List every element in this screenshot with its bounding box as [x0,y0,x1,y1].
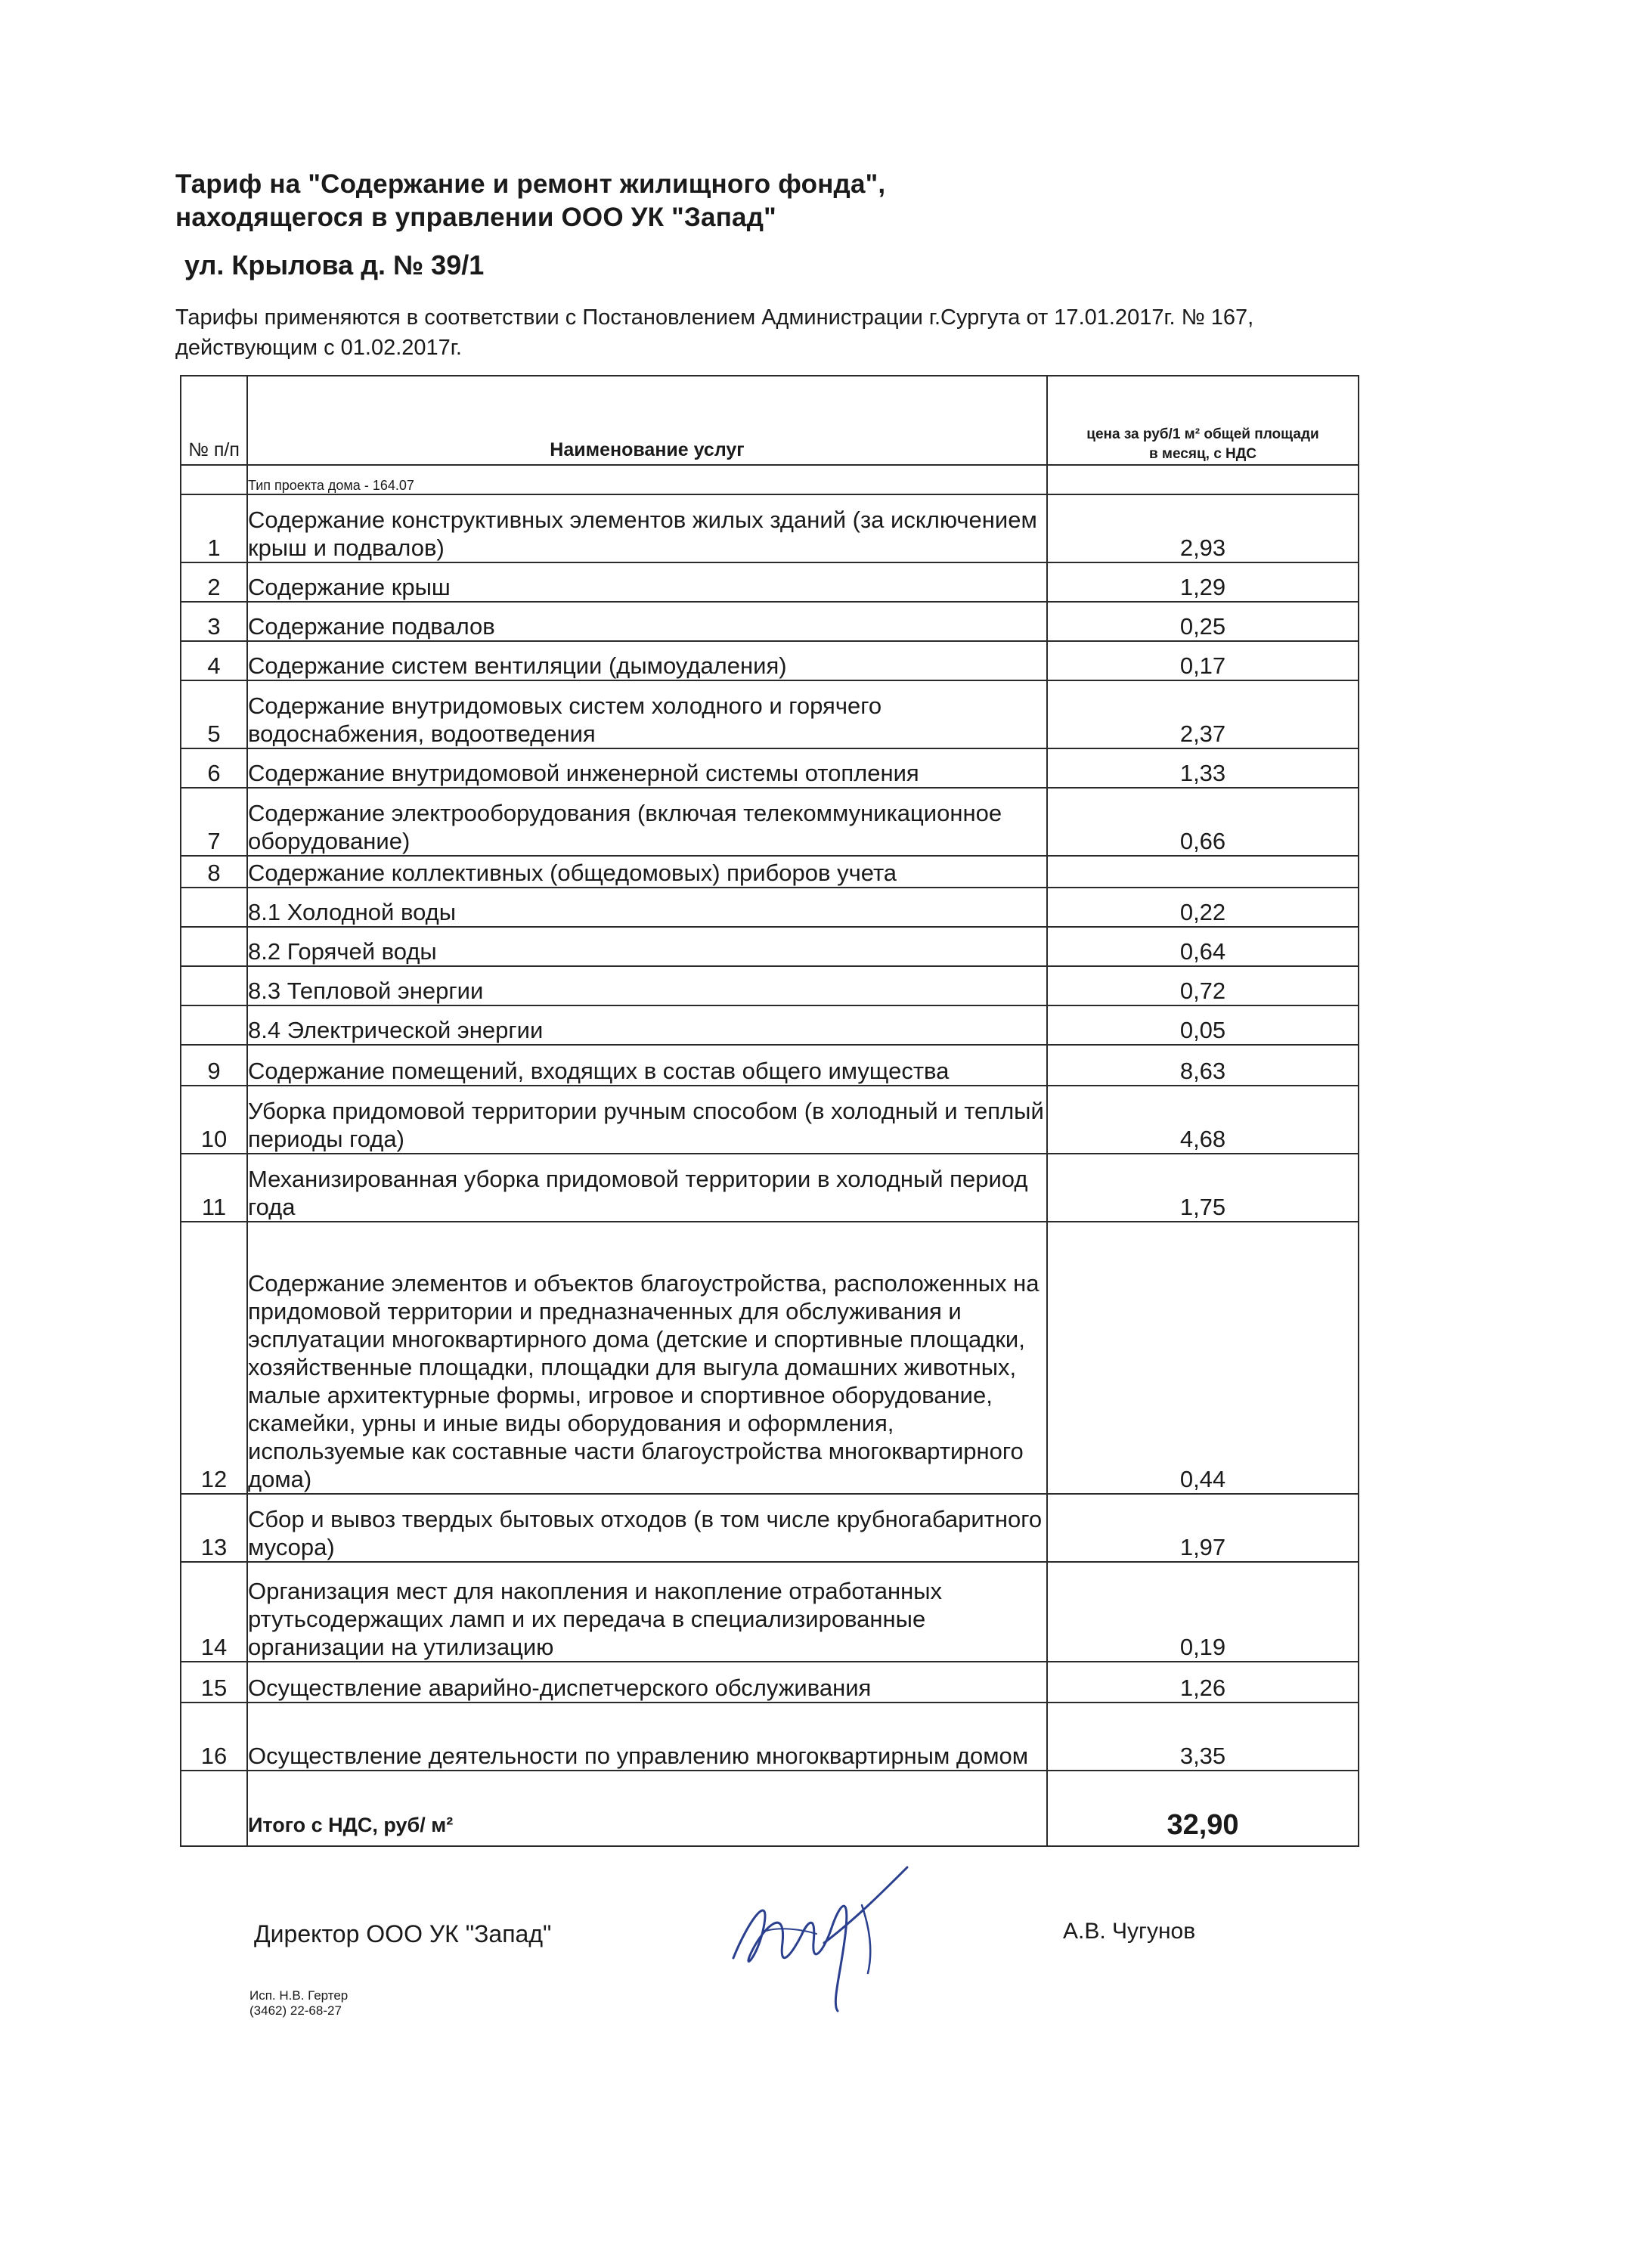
table-row [181,1154,1359,1222]
row-price: 1,29 [1047,562,1359,602]
row-num: 16 [181,1703,247,1771]
row-num: 5 [181,680,247,748]
row-num [181,966,247,1005]
row-service-name: Содержание внутридомовых систем холодного и горячего водоснабжения, водоотведения [247,680,1047,748]
row-price: 8,63 [1047,1045,1359,1086]
total-row [181,1771,1359,1846]
table-row [181,856,1359,888]
row-price [1047,856,1359,888]
row-service-name: Осуществление деятельности по управлению многоквартирным домом [247,1703,1047,1771]
row-service-name: Содержание электрооборудования (включая телекоммуникационное оборудование) [247,788,1047,856]
row-num: 8 [181,856,247,888]
header-num: № п/п [181,376,247,465]
table-row [181,788,1359,856]
signer-name: А.В. Чугунов [1063,1919,1196,1944]
row-num [181,927,247,966]
row-num: 15 [181,1662,247,1703]
total-label: Итого с НДС, руб/ м² [247,1771,1047,1846]
row-num: 14 [181,1562,247,1662]
row-service-name: Содержание внутридомовой инженерной системы отопления [247,748,1047,788]
note-line-2: действующим с 01.02.2017г. [175,336,462,360]
row-price: 4,68 [1047,1086,1359,1154]
table-row [181,602,1359,641]
row-num [181,1005,247,1045]
tariff-table [180,375,1359,1847]
row-service-name: Содержание коллективных (общедомовых) приборов учета [247,856,1047,888]
table-row [181,966,1359,1005]
row-num: 1 [181,494,247,562]
row-service-name: 8.3 Тепловой энергии [247,966,1047,1005]
header-name: Наименование услуг [247,376,1047,465]
table-row [181,1494,1359,1562]
executor-phone: (3462) 22-68-27 [249,2003,342,2018]
row-price: 0,64 [1047,927,1359,966]
row-num: 13 [181,1494,247,1562]
table-row [181,1222,1359,1494]
table-row [181,680,1359,748]
row-num: 12 [181,1222,247,1494]
table-row [181,1703,1359,1771]
project-type-row [181,465,1359,494]
row-price: 0,22 [1047,888,1359,927]
executor-name: Исп. Н.В. Гертер [249,1988,349,2003]
row-service-name: Содержание подвалов [247,602,1047,641]
row-service-name: Уборка придомовой территории ручным способом (в холодный и теплый периоды года) [247,1086,1047,1154]
document-title [175,168,885,234]
project-type: Тип проекта дома - 164.07 [247,465,1047,494]
row-price: 1,75 [1047,1154,1359,1222]
row-num: 4 [181,641,247,680]
row-service-name: Содержание элементов и объектов благоустройства, расположенных на придомовой территории и предназначенных для обслуживания и эсплуатации многоквартирного дома (детские и спортивные площадки, хозяйственные площадки, площадки для выгула домашних животных, малые архитектурные формы, игровое и спортивное оборудование, скамейки, урны и иные виды оборудования и оформления, используемые как составные части благоустройства многоквартирного дома) [247,1222,1047,1494]
row-service-name: 8.2 Горячей воды [247,927,1047,966]
table-row [181,927,1359,966]
row-num: 11 [181,1154,247,1222]
row-service-name: Механизированная уборка придомовой территории в холодный период года [247,1154,1047,1222]
row-price: 0,72 [1047,966,1359,1005]
row-price: 0,19 [1047,1562,1359,1662]
title-line-1: Тариф на "Содержание и ремонт жилищного фонда", [175,169,886,199]
row-price: 2,37 [1047,680,1359,748]
header-price-line-1: цена за руб/1 м² общей площади [1086,426,1319,442]
executor-info [249,1988,348,2019]
title-line-2: находящегося в управлении ООО УК "Запад" [175,203,776,232]
row-price: 1,26 [1047,1662,1359,1703]
row-num: 6 [181,748,247,788]
row-service-name: Сбор и вывоз твердых бытовых отходов (в том числе крубногабаритного мусора) [247,1494,1047,1562]
row-num: 2 [181,562,247,602]
table-row [181,1562,1359,1662]
row-num: 10 [181,1086,247,1154]
header-price-line-2: в месяц, с НДС [1148,446,1257,462]
total-num [181,1771,247,1846]
handwritten-signature [718,1860,930,2026]
row-service-name: 8.4 Электрической энергии [247,1005,1047,1045]
row-price: 0,66 [1047,788,1359,856]
row-service-name: Содержание крыш [247,562,1047,602]
table-row [181,888,1359,927]
house-address: ул. Крылова д. № 39/1 [184,249,485,280]
table-row [181,1005,1359,1045]
row-price: 0,05 [1047,1005,1359,1045]
row-num [181,888,247,927]
signer-role: Директор ООО УК "Запад" [254,1920,552,1947]
row-num: 3 [181,602,247,641]
row-price: 0,17 [1047,641,1359,680]
row-price: 3,35 [1047,1703,1359,1771]
table-row [181,748,1359,788]
legal-note [175,302,1294,363]
row-service-name: Содержание конструктивных элементов жилых зданий (за исключением крыш и подвалов) [247,494,1047,562]
table-row [181,1086,1359,1154]
row-price: 1,33 [1047,748,1359,788]
project-type-num [181,465,247,494]
table-row [181,562,1359,602]
row-service-name: Содержание систем вентиляции (дымоудаления) [247,641,1047,680]
note-line-1: Тарифы применяются в соответствии с Постановлением Администрации г.Сургута от 17.01.2017г. № 167, [175,305,1254,330]
row-service-name: Осуществление аварийно-диспетчерского обслуживания [247,1662,1047,1703]
project-type-price [1047,465,1359,494]
table-row [181,494,1359,562]
table-row [181,1662,1359,1703]
row-service-name: Организация мест для накопления и накопление отработанных ртутьсодержащих ламп и их передача в специализированные организации на утилизацию [247,1562,1047,1662]
row-num: 7 [181,788,247,856]
table-row [181,1045,1359,1086]
table-header-row [181,376,1359,465]
table-row [181,641,1359,680]
row-service-name: Содержание помещений, входящих в состав общего имущества [247,1045,1047,1086]
row-price: 2,93 [1047,494,1359,562]
row-num: 9 [181,1045,247,1086]
row-price: 0,25 [1047,602,1359,641]
header-price [1047,376,1359,465]
total-value: 32,90 [1047,1771,1359,1846]
row-price: 0,44 [1047,1222,1359,1494]
row-service-name: 8.1 Холодной воды [247,888,1047,927]
row-price: 1,97 [1047,1494,1359,1562]
